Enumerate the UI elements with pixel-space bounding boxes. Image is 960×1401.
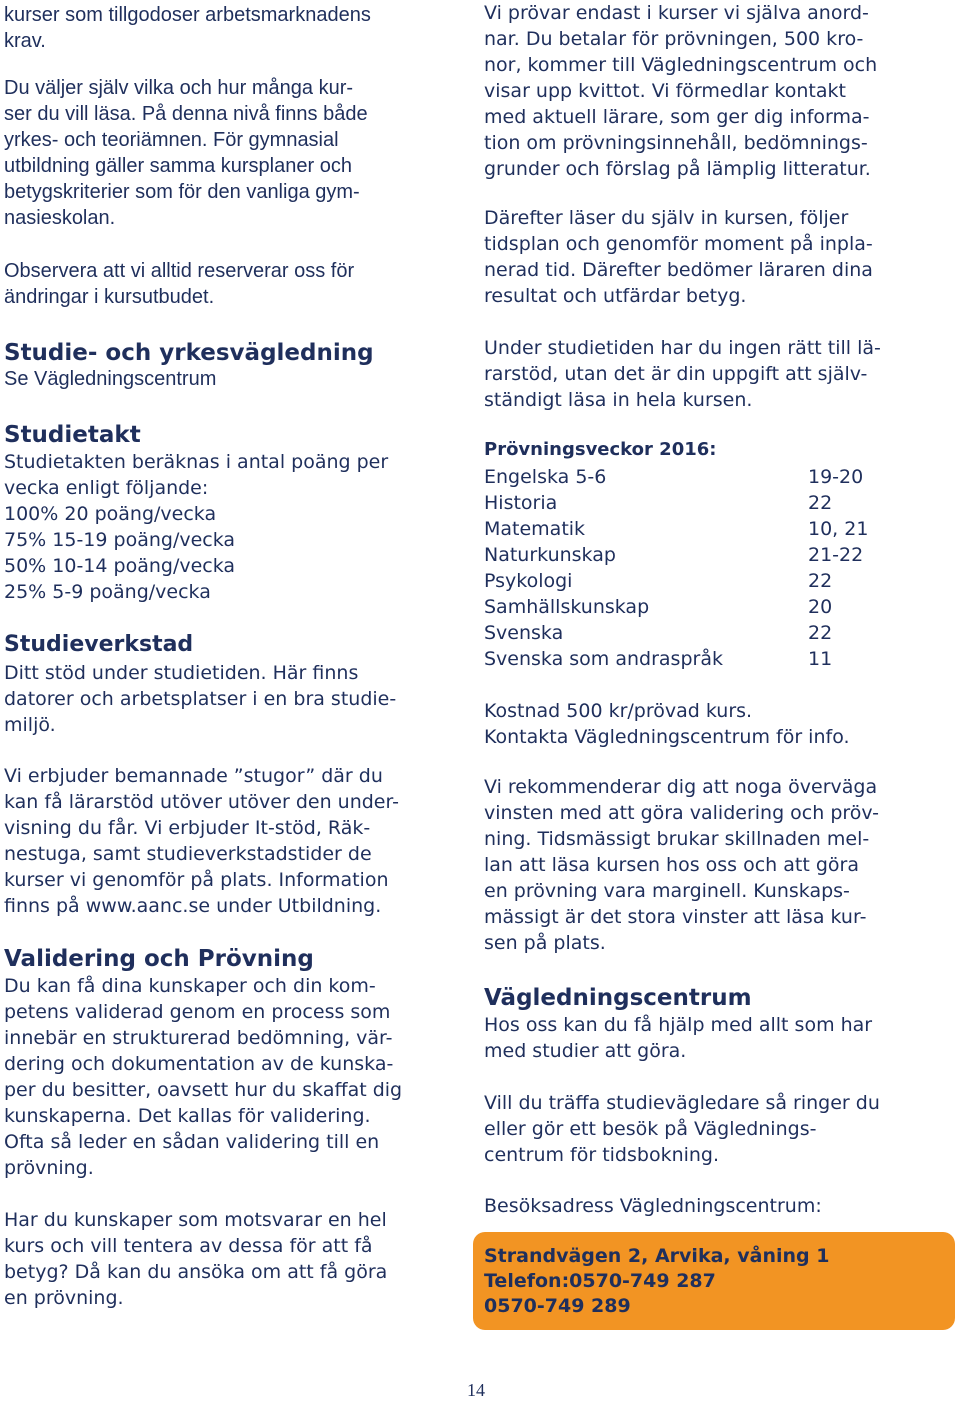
cost-paragraph: Kostnad 500 kr/prövad kurs. Kontakta Vägledningscentrum för info. (484, 700, 850, 748)
table-row (484, 464, 868, 490)
course-week: 21-22 (808, 544, 864, 566)
course-name: Psykologi (484, 570, 573, 592)
course-name: Svenska som andraspråk (484, 648, 723, 670)
visit-address-label: Besöksadress Vägledningscentrum: (484, 1195, 822, 1217)
address-text: Strandvägen 2, Arvika, våning 1 Telefon:0570-749 287 0570-749 289 (484, 1245, 830, 1317)
recommend-paragraph: Vi rekommenderar dig att noga överväga vinsten med att göra validering och pröv- ning. Tidsmässigt brukar skillnaden mel- lan att läsa kursen hos oss och att göra en prövning vara marginell. Kunskaps- mässigt är det stora vinster att läsa kur- sen på plats. (484, 776, 879, 954)
table-row (484, 490, 868, 516)
studieverkstad-paragraph-2: Vi erbjuder bemannade ”stugor” där du kan få lärarstöd utöver utöver den under- visning du får. Vi erbjuder It-stöd, Räk- nestuga, samt studieverkstadstider de kurser vi genomför på plats. Information finns på www.aanc.se under Utbildning. (4, 765, 399, 917)
heading-studieverkstad: Studieverkstad (4, 632, 194, 657)
provning-paragraph-1: Vi prövar endast i kurser vi själva anord- nar. Du betalar för prövningen, 500 kro- nor, kommer till Vägledningscentrum och visar upp kvittot. Vi förmedlar kontakt med aktuell lärare, som ger dig informa- tion om prövningsinnehåll, bedömnings- grunder och förslag på lämplig litteratur. (484, 2, 878, 180)
course-week: 22 (808, 492, 833, 514)
intro-paragraph-2: Du väljer själv vilka och hur många kur- ser du vill läsa. På denna nivå finns både yrkes- och teoriämnen. För gymnasial utbildning gäller samma kursplaner och betygskriterier som för den vanliga gym- nasieskolan. (4, 77, 368, 229)
studieverkstad-paragraph-1: Ditt stöd under studietiden. Här finns datorer och arbetsplatser i en bra studie- miljö. (4, 662, 397, 736)
provning-paragraph-2: Därefter läser du själv in kursen, följer tidsplan och genomför moment på inpla- nerad tid. Därefter bedömer läraren dina resultat och utfärdar betyg. (484, 207, 873, 307)
table-row (484, 594, 868, 620)
intro-paragraph-1: kurser som tillgodoser arbetsmarknadens krav. (4, 4, 371, 52)
course-week: 11 (808, 648, 833, 670)
course-name: Samhällskunskap (484, 596, 650, 618)
provning-paragraph-3: Under studietiden har du ingen rätt till lä- rarstöd, utan det är din uppgift att själv- ständigt läsa in hela kursen. (484, 337, 881, 411)
provningsveckor-table (484, 464, 868, 672)
address-box (473, 1232, 955, 1330)
course-week: 10, 21 (808, 518, 869, 540)
course-name: Matematik (484, 518, 586, 540)
course-name: Naturkunskap (484, 544, 616, 566)
heading-validering-provning: Validering och Prövning (4, 946, 314, 972)
heading-studie-yrkesvagledning: Studie- och yrkesvägledning (4, 340, 374, 366)
validering-paragraph-2: Har du kunskaper som motsvarar en hel kurs och vill tentera av dessa för att få betyg? Då kan du ansöka om att få göra en prövning. (4, 1209, 388, 1309)
table-row (484, 516, 868, 542)
page-number: 14 (467, 1380, 485, 1400)
course-week: 22 (808, 622, 833, 644)
heading-provningsveckor: Prövningsveckor 2016: (484, 439, 717, 460)
table-row (484, 568, 868, 594)
heading-studietakt: Studietakt (4, 422, 141, 448)
table-row (484, 542, 868, 568)
course-name: Historia (484, 492, 558, 514)
heading-vagledningscentrum: Vägledningscentrum (484, 985, 752, 1011)
course-week: 20 (808, 596, 833, 618)
course-week: 19-20 (808, 466, 864, 488)
course-week: 22 (808, 570, 833, 592)
course-name: Svenska (484, 622, 564, 644)
course-name: Engelska 5-6 (484, 466, 607, 488)
table-row (484, 646, 868, 672)
studie-text: Se Vägledningscentrum (4, 368, 217, 390)
vagledning-paragraph-2: Vill du träffa studievägledare så ringer du eller gör ett besök på Väglednings- centrum för tidsbokning. (484, 1092, 880, 1166)
table-row (484, 620, 868, 646)
vagledning-paragraph-1: Hos oss kan du få hjälp med allt som har med studier att göra. (484, 1014, 873, 1062)
validering-paragraph-1: Du kan få dina kunskaper och din kom- petens validerad genom en process som innebär en strukturerad bedömning, vär- dering och dokumentation av de kunska- per du besitter, oavsett hur du skaffat dig kunskaperna. Det kallas för validering. Ofta så leder en sådan validering till en prövning. (4, 975, 403, 1179)
intro-paragraph-3: Observera att vi alltid reserverar oss för ändringar i kursutbudet. (4, 260, 355, 308)
studietakt-text: Studietakten beräknas i antal poäng per vecka enligt följande: 100% 20 poäng/vecka 75% 15-19 poäng/vecka 50% 10-14 poäng/vecka 25% 5-9 poäng/vecka (4, 451, 389, 603)
